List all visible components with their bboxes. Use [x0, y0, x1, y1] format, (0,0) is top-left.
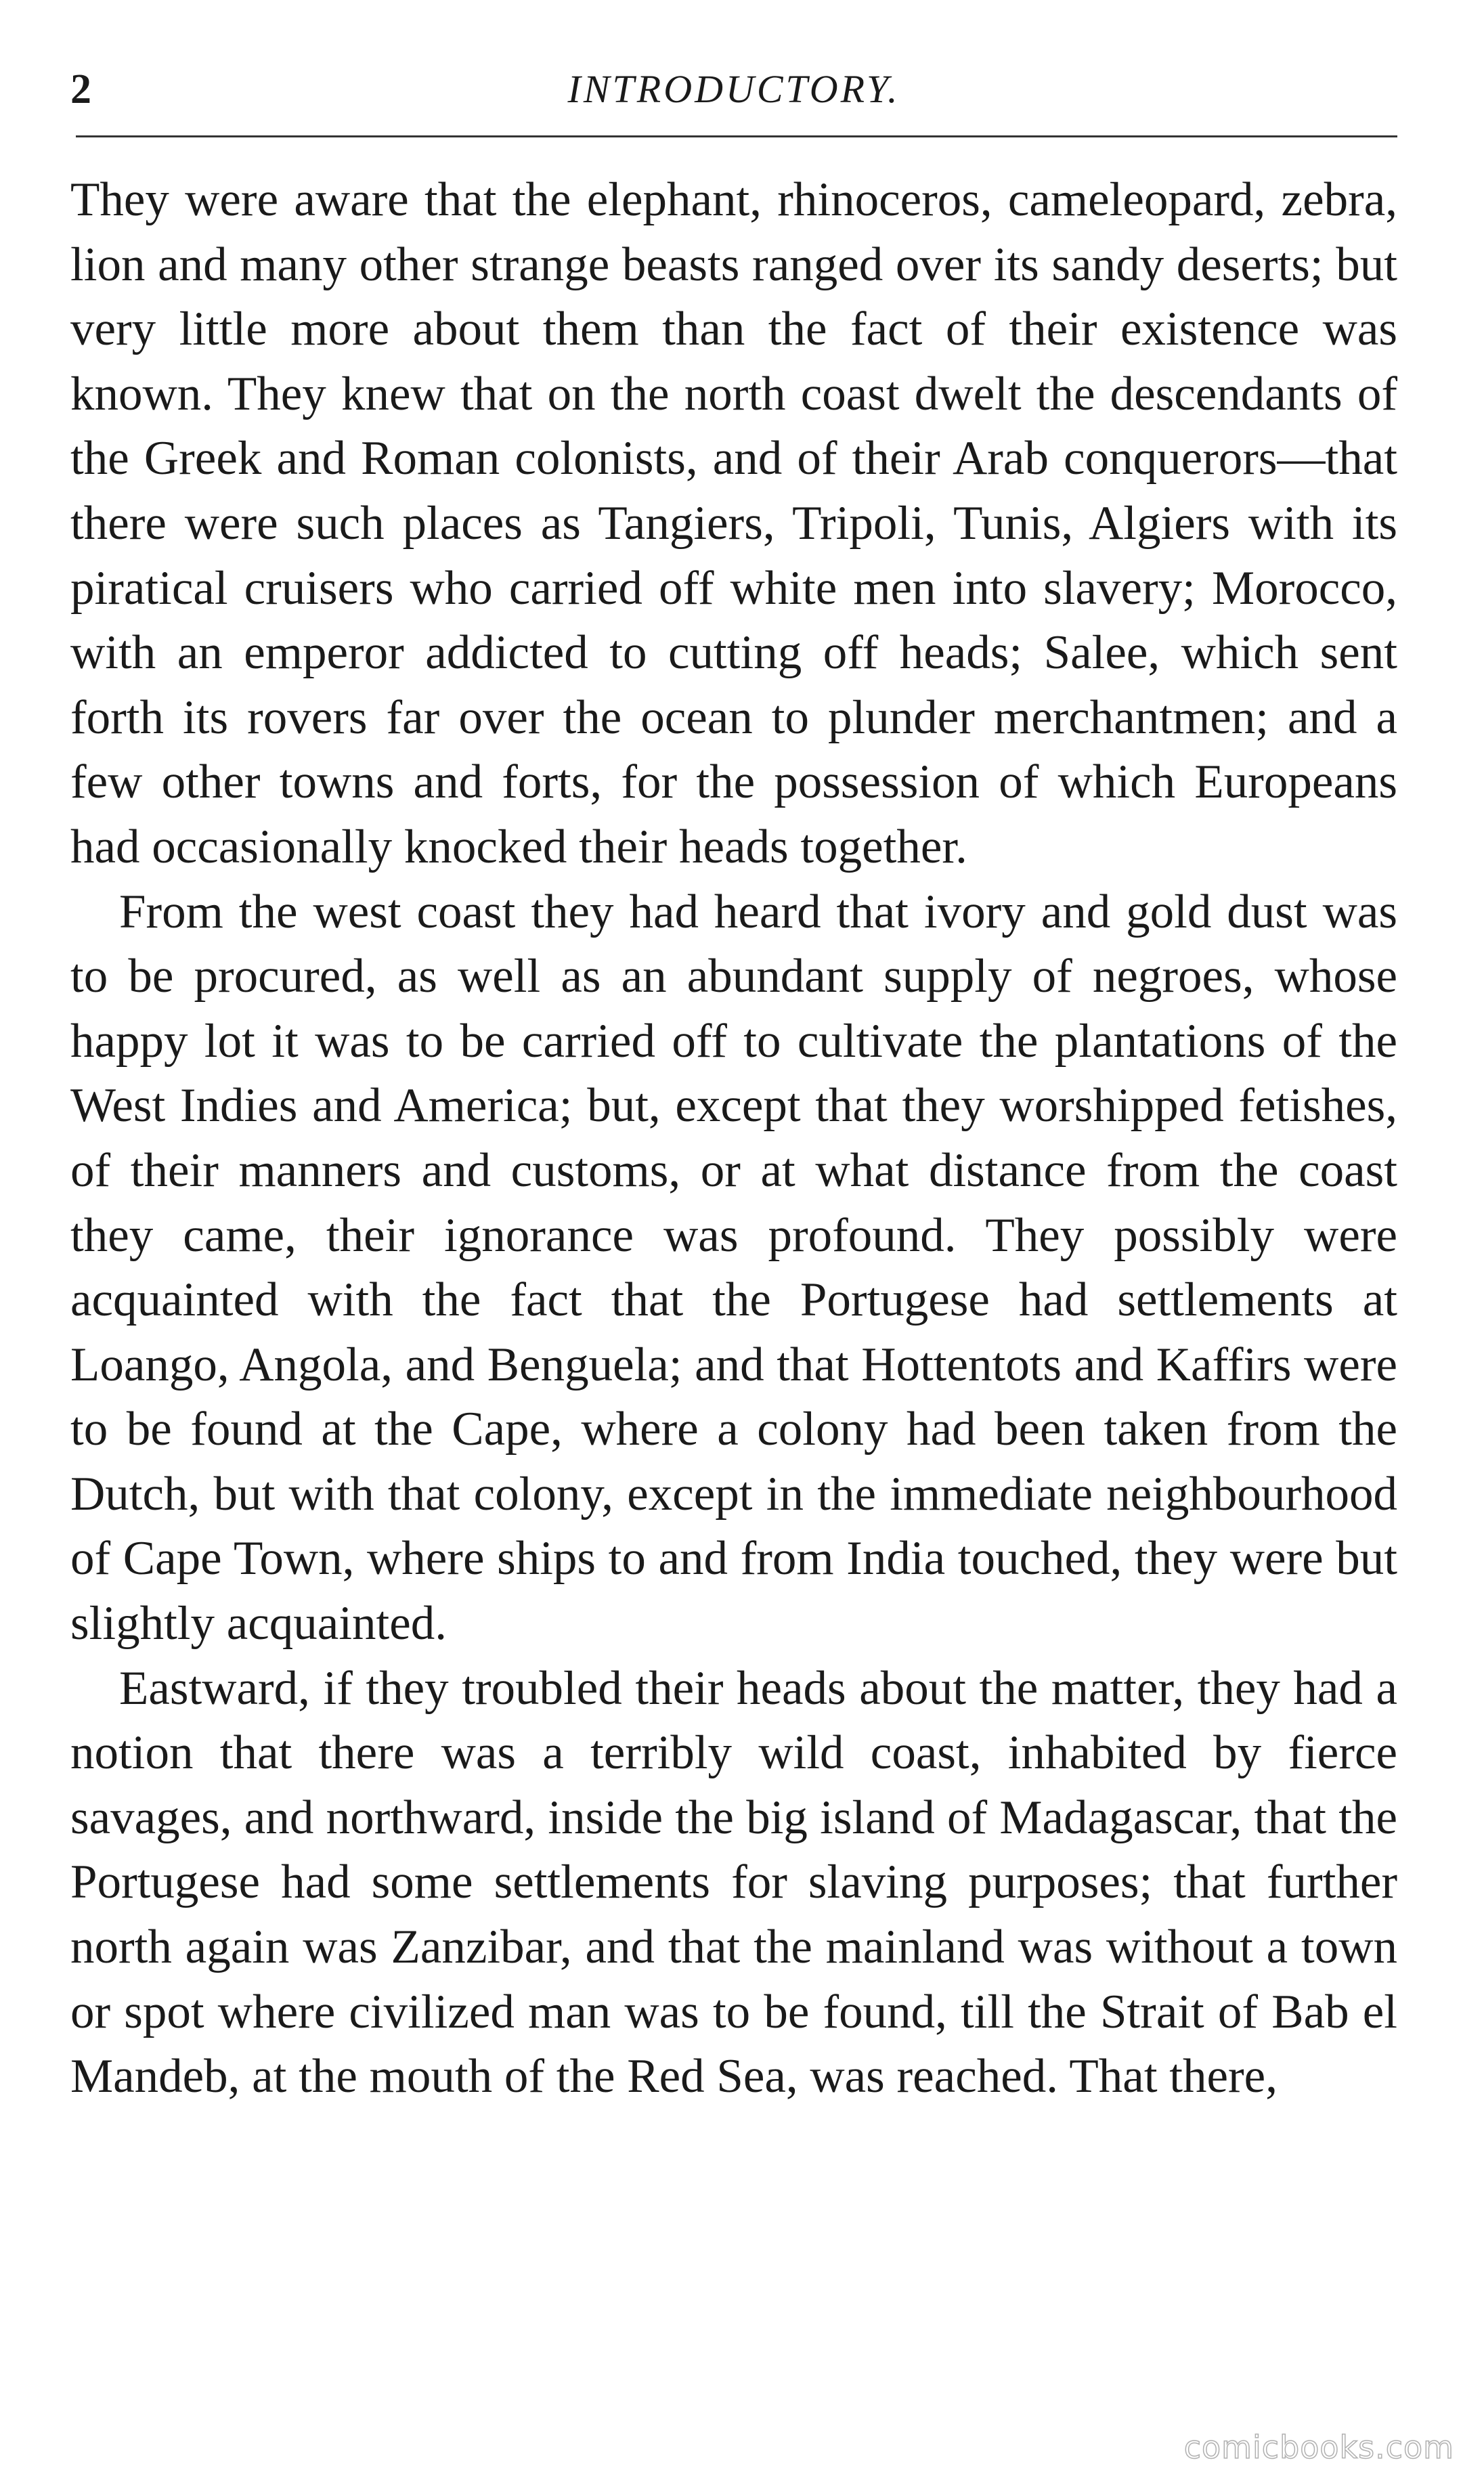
paragraph-3: Eastward, if they troubled their heads about the matter, they had a notion that there was a terribly wild coast, inhabited by fierce savages, and northward, inside the big island of Madagascar, that the Portugese had some settlements for slaving purposes; that further north again was Zanzibar, and that the mainland was without a town or spot where civilized man was to be found, till the Strait of Bab el Mandeb, at the mouth of the Red Sea, was reached. That there,	[70, 1661, 1397, 2103]
paragraph-1: They were aware that the elephant, rhinoceros, cameleopard, zebra, lion and many other strange beasts ranged over its sandy deserts; but very little more about them than the fact of their existence was known. They knew that on the north coast dwelt the descendants of the Greek and Roman colonists, and of their Arab conquerors—that there were such places as Tangiers, Tripoli, Tunis, Algiers with its piratical cruisers who carried off white men into slavery; Morocco, with an emperor addicted to cutting off heads; Salee, which sent forth its rovers far over the ocean to plunder merchantmen; and a few other towns and forts, for the possession of which Europeans had occasionally knocked their heads together.	[70, 173, 1397, 873]
body-text	[70, 168, 1397, 2109]
page-number: 2	[70, 66, 91, 112]
watermark: comicbooks.com	[1183, 2429, 1454, 2466]
header-rule	[76, 135, 1397, 137]
running-head	[70, 62, 1397, 116]
paragraph-2: From the west coast they had heard that ivory and gold dust was to be procured, as well as an abundant supply of negroes, whose happy lot it was to be carried off to cultivate the plantations of the West Indies and America; but, except that they worshipped fetishes, of their manners and customs, or at what distance from the coast they came, their ignorance was profound. They possibly were acquainted with the fact that the Portugese had settlements at Loango, Angola, and Benguela; and that Hottentots and Kaffirs were to be found at the Cape, where a colony had been taken from the Dutch, but with that colony, except in the immediate neighbourhood of Cape Town, where ships to and from India touched, they were but slightly acquainted.	[70, 885, 1397, 1650]
running-title: INTRODUCTORY.	[567, 67, 900, 111]
